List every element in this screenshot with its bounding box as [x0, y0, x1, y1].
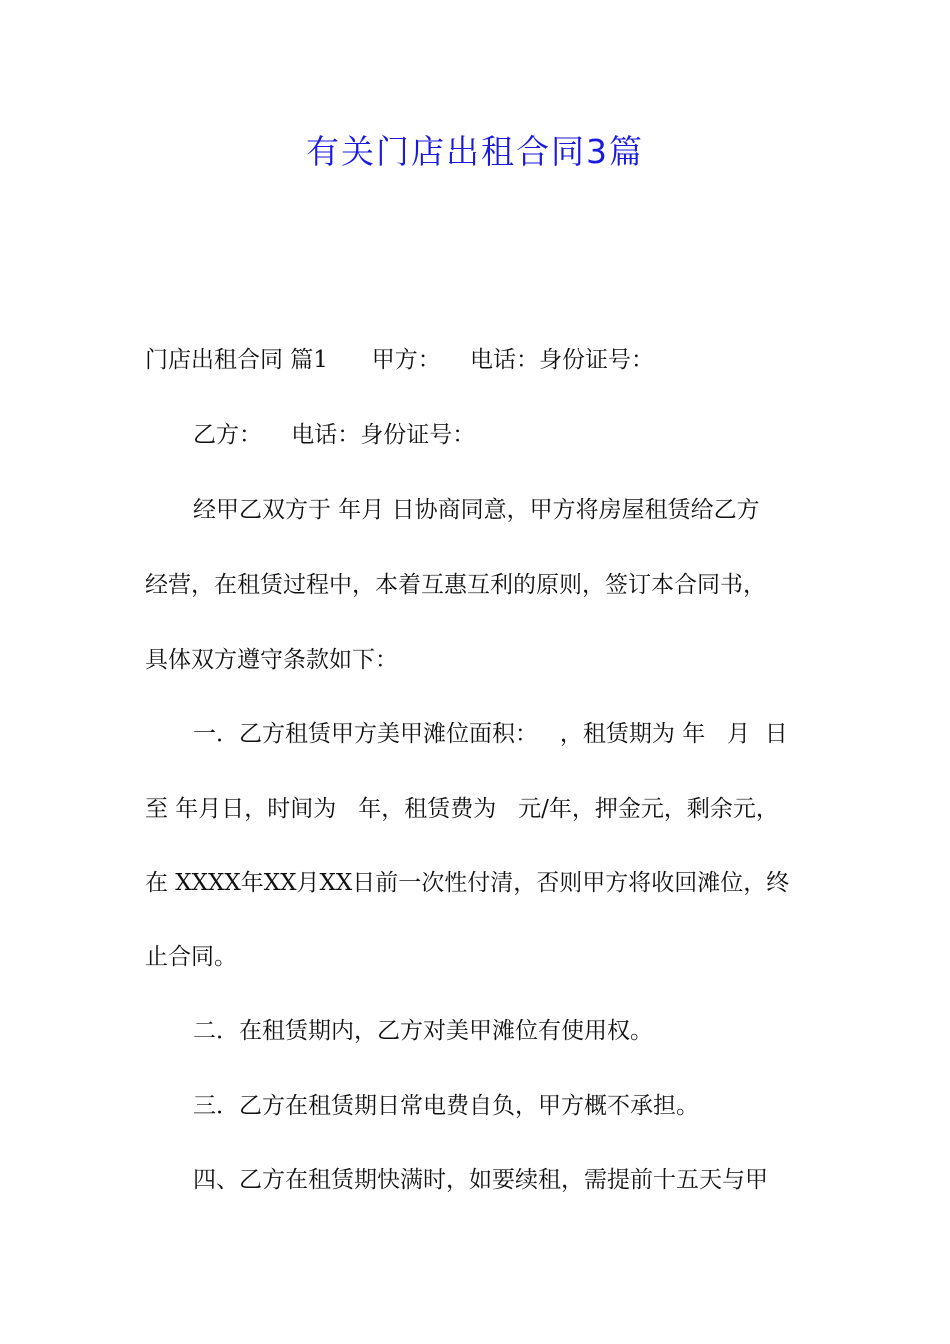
paragraph-line: 门店出租合同 篇1 甲方： 电话：身份证号： [145, 347, 655, 373]
paragraph-line: 在 XXXX年XX月XX日前一次性付清，否则甲方将收回滩位，终 [145, 870, 790, 896]
document-title: 有关门店出租合同3篇 [306, 132, 644, 171]
paragraph-line: 一．乙方租赁甲方美甲滩位面积： ，租赁期为 年 月 日 [193, 721, 788, 747]
paragraph-line: 止合同。 [145, 944, 237, 970]
paragraph-line: 三．乙方在租赁期日常电费自负，甲方概不承担。 [193, 1093, 699, 1119]
paragraph-line: 乙方： 电话：身份证号： [193, 422, 476, 448]
paragraph-line: 四、乙方在租赁期快满时，如要续租，需提前十五天与甲 [193, 1167, 768, 1193]
paragraph-line: 二．在租赁期内，乙方对美甲滩位有使用权。 [193, 1018, 653, 1044]
paragraph-line: 经营，在租赁过程中，本着互惠互利的原则，签订本合同书， [145, 572, 766, 598]
paragraph-line: 具体双方遵守条款如下： [145, 647, 398, 673]
paragraph-line: 经甲乙双方于 年月 日协商同意，甲方将房屋租赁给乙方 [193, 497, 760, 523]
paragraph-line: 至 年月日，时间为 年，租赁费为 元/年，押金元，剩余元， [145, 796, 779, 822]
